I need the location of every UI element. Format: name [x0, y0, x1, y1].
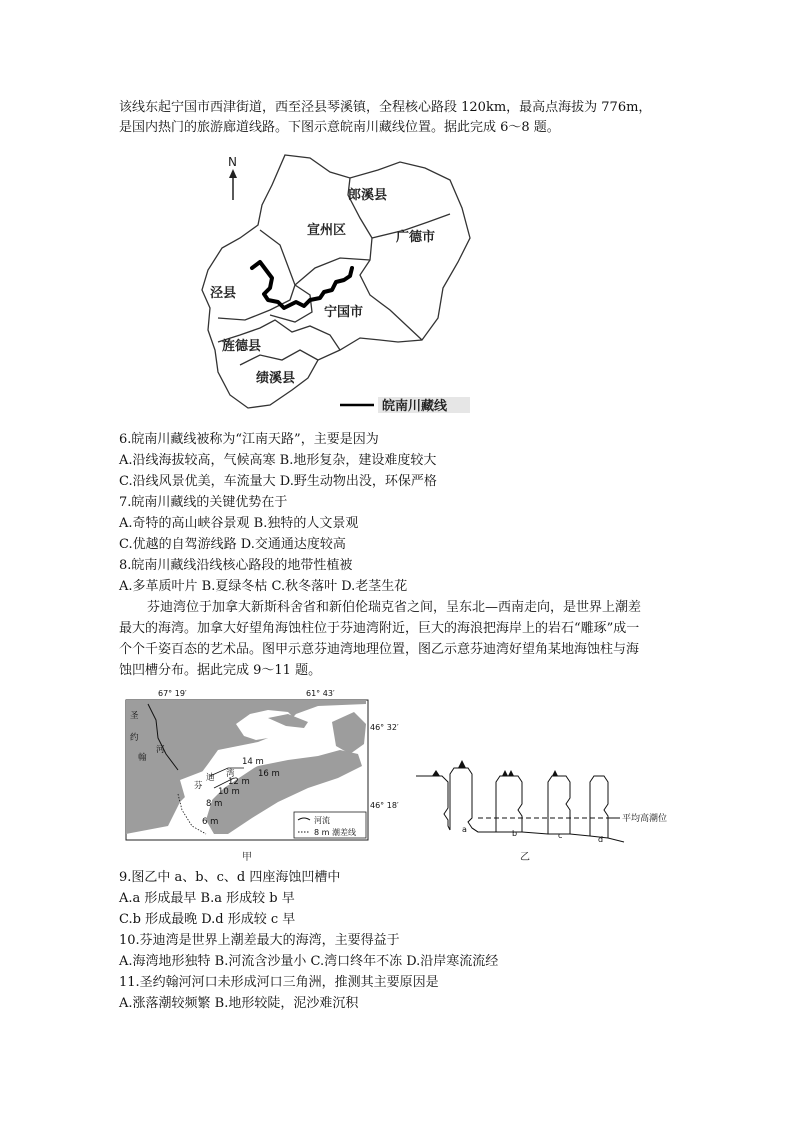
passage2-line-1: 芬迪湾位于加拿大新斯科舍省和新伯伦瑞克省之间，呈东北—西南走向，是世界上潮差 — [147, 600, 642, 615]
lat-label-1: 46° 32′ — [370, 723, 399, 732]
region-jingde: 旌德县 — [222, 339, 262, 354]
contour-16m: 16 m — [258, 769, 280, 779]
lat-label-2: 46° 18′ — [370, 801, 399, 810]
river-char-1: 圣 — [130, 711, 139, 721]
label-c: c — [558, 831, 563, 840]
caption-yi: 乙 — [520, 852, 530, 863]
wannan-map — [200, 150, 490, 415]
intro-line-2: 是国内热门的旅游廊道线路。下图示意皖南川藏线位置。据此完成 6～8 题。 — [119, 120, 560, 135]
contour-14m: 14 m — [242, 757, 264, 767]
contour-6m: 6 m — [202, 817, 219, 827]
bay-char-3: 湾 — [226, 769, 235, 779]
passage2-line-2: 最大的海湾。加拿大好望角海蚀柱位于芬迪湾附近，巨大的海浪把海岸上的岩石“雕琢”成一 — [119, 621, 640, 636]
lon-label-1: 67° 19′ — [158, 689, 187, 698]
contour-8m: 8 m — [206, 799, 223, 809]
region-ningguo: 宁国市 — [324, 305, 364, 320]
q6-options-2: C.沿线风景优美，车流量大 D.野生动物出没，环保严格 — [119, 474, 437, 489]
q7-options-2: C.优越的自驾游线路 D.交通通达度较高 — [119, 537, 346, 552]
river-char-3: 翰 — [138, 753, 147, 763]
caption-jia: 甲 — [242, 852, 252, 863]
river-char-2: 约 — [130, 733, 139, 743]
label-a: a — [462, 825, 467, 834]
river-char-4: 河 — [156, 745, 165, 755]
q11-stem: 11.圣约翰河河口未形成河口三角洲，推测其主要原因是 — [119, 975, 439, 990]
north-label: N — [228, 155, 237, 169]
bay-char-2: 迪 — [206, 773, 215, 783]
region-xuanzhou: 宣州区 — [307, 223, 347, 238]
region-langxi: 郎溪县 — [348, 188, 388, 203]
contour-10m: 10 m — [218, 787, 240, 797]
tide-level-label: 平均高潮位 — [622, 814, 668, 824]
q7-stem: 7.皖南川藏线的关键优势在于 — [119, 495, 288, 510]
q7-options-1: A.奇特的高山峡谷景观 B.独特的人文景观 — [119, 516, 359, 531]
label-b: b — [512, 829, 518, 838]
q9-options-1: A.a 形成最早 B.a 形成较 b 早 — [119, 891, 295, 906]
q8-stem: 8.皖南川藏线沿线核心路段的地带性植被 — [119, 558, 353, 573]
legend-route-label: 皖南川藏线 — [382, 399, 448, 414]
region-jixi: 绩溪县 — [256, 371, 296, 386]
q9-stem: 9.图乙中 a、b、c、d 四座海蚀凹槽中 — [119, 870, 341, 885]
q10-stem: 10.芬迪湾是世界上潮差最大的海湾，主要得益于 — [119, 933, 400, 948]
q8-options-1: A.多革质叶片 B.夏绿冬枯 C.秋冬落叶 D.老茎生花 — [119, 579, 408, 594]
fundy-map — [118, 684, 414, 864]
legend-river: 河流 — [314, 816, 330, 825]
bay-char-1: 芬 — [194, 781, 203, 791]
q9-options-2: C.b 形成最晚 D.d 形成较 c 早 — [119, 912, 296, 927]
q6-options-1: A.沿线海拔较高，气候高寒 B.地形复杂，建设难度较大 — [119, 453, 437, 468]
north-arrow-icon — [228, 155, 237, 200]
label-d: d — [598, 835, 604, 844]
region-guangde: 广德市 — [396, 230, 436, 245]
region-jingxian: 泾县 — [210, 286, 237, 301]
q11-options-1: A.涨落潮较频繁 B.地形较陡，泥沙难沉积 — [119, 996, 359, 1011]
passage2-line-3: 个个千姿百态的艺术品。图甲示意芬迪湾地理位置，图乙示意芬迪湾好望角某地海蚀柱与海 — [119, 642, 640, 657]
intro-line-1: 该线东起宁国市西津街道，西至泾县琴溪镇，全程核心路段 120km，最高点海拔为 776m， — [119, 100, 652, 115]
passage2-line-4: 蚀凹槽分布。据此完成 9～11 题。 — [119, 663, 322, 678]
q6-stem: 6.皖南川藏线被称为“江南天路”，主要是因为 — [119, 432, 379, 447]
legend-tide-line: 8 m 潮差线 — [314, 828, 356, 837]
lon-label-2: 61° 43′ — [306, 689, 335, 698]
q10-options-1: A.海湾地形独特 B.河流含沙量小 C.湾口终年不冻 D.沿岸寒流流经 — [119, 954, 499, 969]
contour-12m: 12 m — [228, 777, 250, 787]
sea-stack-profile — [414, 748, 694, 864]
